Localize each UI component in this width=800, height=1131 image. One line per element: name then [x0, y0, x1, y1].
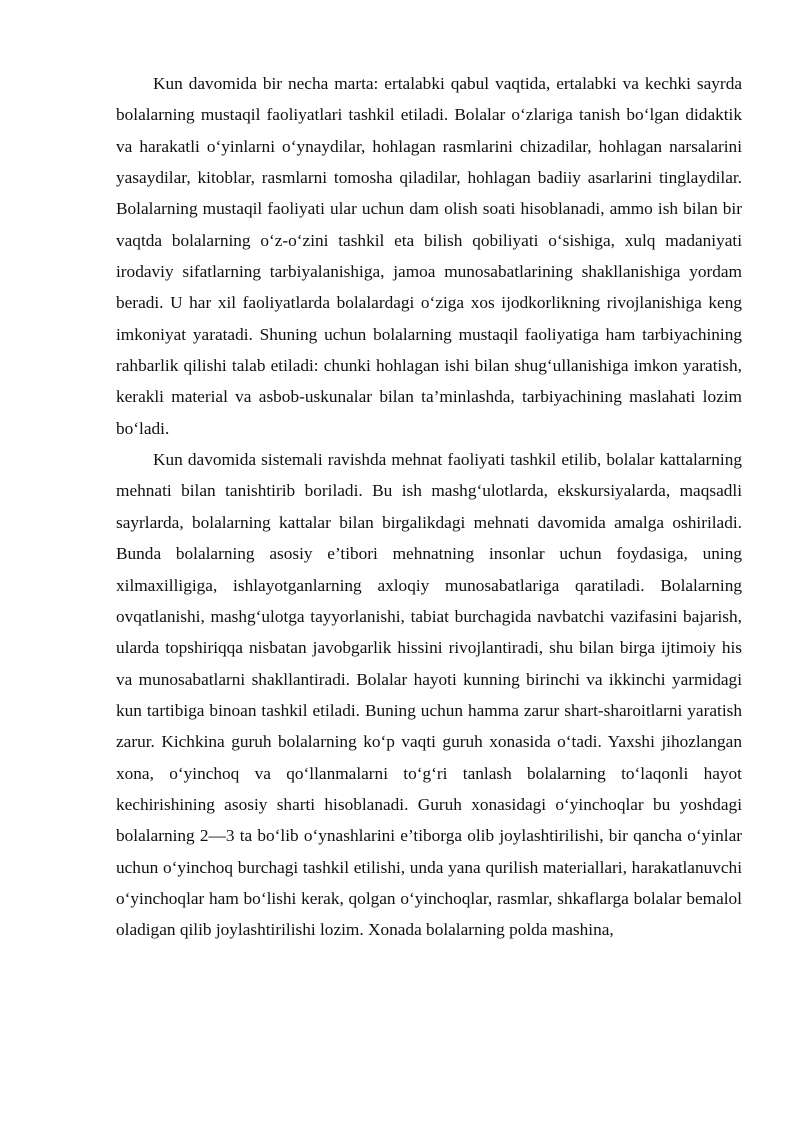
paragraph-independent-activity: Kun davomida bir necha marta: ertalabki qabul vaqtida, ertalabki va kechki sayrda bolalarning mustaqil faoliyatlari tashkil etiladi. Bolalar o‘zlariga tanish bo‘lgan didaktik va harakatli o‘yinlarni o‘ynaydilar, hohlagan rasmlarini chizadilar, hohlagan narsalarini yasaydilar, kitoblar, rasmlarni tomosha qiladilar, hohlagan badiiy asarlarini tinglaydilar. Bolalarning mustaqil faoliyati ular uchun dam olish soati hisoblanadi, ammo ish bilan bir vaqtda bolalarning o‘z-o‘zini tashkil eta bilish qobiliyati o‘sishiga, xulq madaniyati irodaviy sifatlarning tarbiyalanishiga, jamoa munosabatlarining shakllanishiga yordam beradi. U har xil faoliyatlarda bolalardagi o‘ziga xos ijodkorlikning rivojlanishiga keng imkoniyat yaratadi. Shuning uchun bolalarning mustaqil faoliyatiga ham tarbiyachining rahbarlik qilishi talab etiladi: chunki hohlagan ishi bilan shug‘ullanishiga imkon yaratish, kerakli material va asbob-uskunalar bilan ta’minlashda, tarbiyachining maslahati lozim bo‘ladi. [116, 74, 742, 438]
paragraph-labor-activity: Kun davomida sistemali ravishda mehnat faoliyati tashkil etilib, bolalar kattalarning mehnati bilan tanishtirib boriladi. Bu ish mashg‘ulotlarda, ekskursiyalarda, maqsadli sayrlarda, bolalarning kattalar bilan birgalikdagi mehnati davomida amalga oshiriladi. Bunda bolalarning asosiy e’tibori mehnatning insonlar uchun foydasiga, uning xilmaxilligiga, ishlayotganlarning axloqiy munosabatlariga qaratiladi. Bolalarning ovqatlanishi, mashg‘ulotga tayyorlanishi, tabiat burchagida navbatchi vazifasini bajarish, ularda topshiriqqa nisbatan javobgarlik hissini rivojlantiradi, shu bilan birga ijtimoiy his va munosabatlarni shakllantiradi. Bolalar hayoti kunning birinchi va ikkinchi yarmidagi kun tartibiga binoan tashkil etiladi. Buning uchun hamma zarur shart-sharoitlarni yaratish zarur. Kichkina guruh bolalarning ko‘p vaqti guruh xonasida o‘tadi. Yaxshi jihozlangan xona, o‘yinchoq va qo‘llanmalarni to‘g‘ri tanlash bolalarning to‘laqonli hayot kechirishining asosiy sharti hisoblanadi. Guruh xonasidagi o‘yinchoqlar bu yoshdagi bolalarning 2—3 ta bo‘lib o‘ynashlarini e’tiborga olib joylashtirilishi, bir qancha o‘yinlar uchun o‘yinchoq burchagi tashkil etilishi, unda yana qurilish materiallari, harakatlanuvchi o‘yinchoqlar ham bo‘lishi kerak, qolgan o‘yinchoqlar, rasmlar, shkaflarga bolalar bemalol oladigan qilib joylashtirilishi lozim. Xonada bolalarning polda mashina, [116, 450, 742, 940]
document-page [116, 68, 742, 946]
